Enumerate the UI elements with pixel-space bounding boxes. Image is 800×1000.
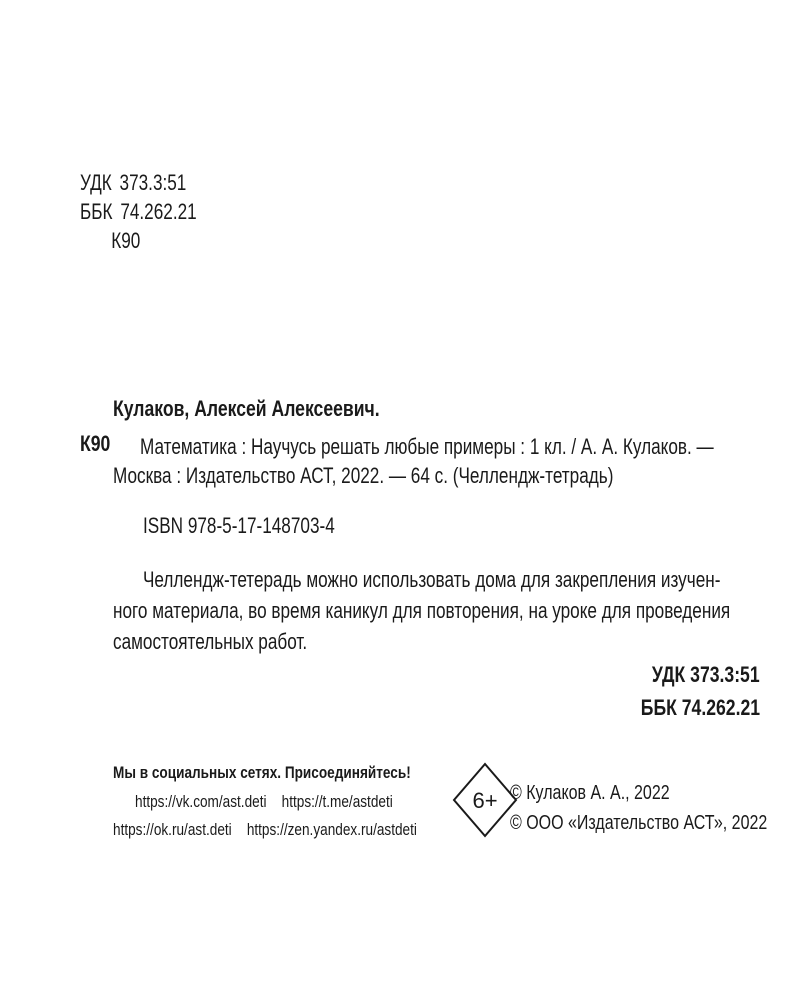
classification-codes-top [80,168,230,255]
publication-line: Москва : Издательство АСТ, 2022. — 64 с. (Челлендж-тетрадь) [113,463,614,488]
ok-link[interactable]: https://ok.ru/ast.deti [113,820,232,839]
copyright-author: © Кулаков А. А., 2022 [510,782,670,804]
age-rating-diamond-icon [452,762,518,838]
bbk-row [80,197,197,226]
copyright-publisher: © ООО «Издательство АСТ», 2022 [510,812,768,834]
zen-link[interactable]: https://zen.yandex.ru/astdeti [246,820,417,839]
classification-codes-bottom [611,658,760,724]
social-title: Мы в социальных сетях. Присоединяйтесь! [113,763,411,782]
age-rating-text: 6+ [472,788,498,813]
bbk-label: ББК [80,199,113,224]
author-mark-row [80,226,197,255]
social-links-row-2 [113,820,417,840]
author-mark-top: К90 [111,228,141,253]
age-rating-badge [452,762,518,838]
bbk-value: 74.262.21 [120,199,197,224]
udk-value: 373.3:51 [119,170,187,195]
udk-label: УДК [80,170,112,195]
title-line: Математика : Научусь решать любые примеры : 1 кл. / А. А. Кулаков. — [140,434,714,459]
annotation-line-3: самостоятельных работ. [113,629,308,654]
annotation-line-2: ного материала, во время каникул для повторения, на уроке для проведения [113,598,731,623]
vk-link[interactable]: https://vk.com/ast.deti [135,792,267,811]
social-links-row-1 [135,792,393,812]
annotation-line-1: Челлендж-тетерадь можно использовать дома для закрепления изучен- [143,567,721,592]
udk-row [80,168,197,197]
bbk-bottom: ББК 74.262.21 [640,695,760,720]
udk-bottom: УДК 373.3:51 [652,662,760,687]
author-mark: К90 [80,431,111,456]
author-name: Кулаков, Алексей Алексеевич. [113,396,380,421]
telegram-link[interactable]: https://t.me/astdeti [281,792,393,811]
isbn: ISBN 978-5-17-148703-4 [143,513,335,538]
